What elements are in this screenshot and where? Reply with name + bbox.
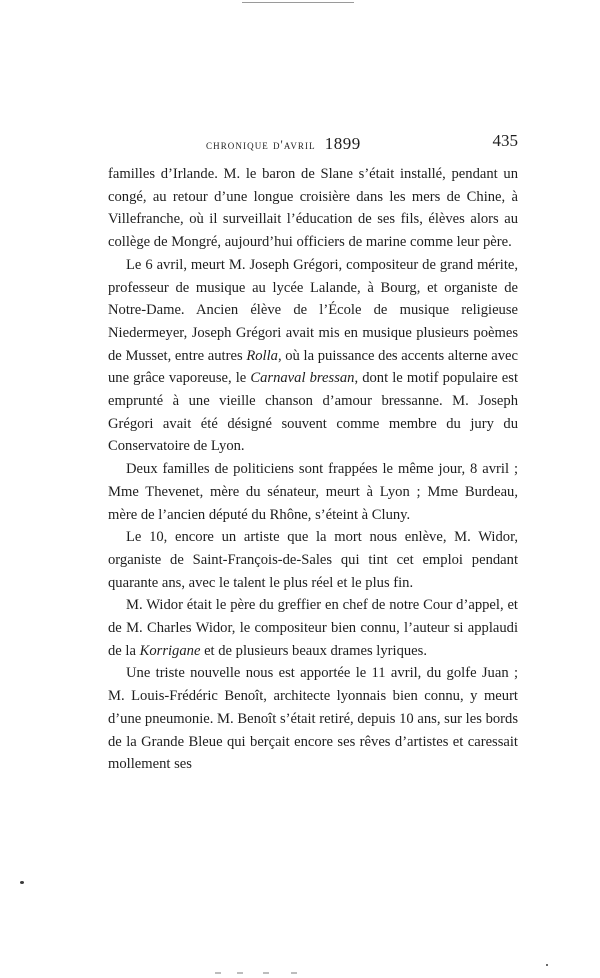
scan-mark (237, 972, 243, 974)
page-number: 435 (492, 131, 518, 150)
bottom-marks (215, 972, 305, 975)
scan-speck (546, 964, 548, 966)
running-head (108, 131, 518, 155)
paragraph-text: , où la puissance des accents alterne avec une grâce vaporeuse, le (108, 347, 518, 387)
running-head-title (206, 134, 361, 154)
running-head-year: 1899 (324, 134, 361, 153)
body-text (108, 163, 518, 776)
paragraph-text: Le 10, encore un artiste que la mort nous enlève, M. Widor, organiste de Saint-François-de-Sales qui tint cet emploi pendant quarante ans, avec le talent le plus réel et le plus fin. (108, 529, 518, 591)
top-rule (242, 2, 354, 3)
paragraph-text: , dont le motif populaire est emprunté à une vieille chanson d’amour bressanne. M. Joseph Grégori avait été désigné souvent comme membre du jury du Conservatoire de Lyon. (108, 370, 518, 455)
paragraph (108, 254, 518, 458)
paragraph (108, 594, 518, 662)
italic-title: Carnaval bressan (250, 370, 355, 387)
paragraph-text: Une triste nouvelle nous est apportée le 11 avril, du golfe Juan ; M. Louis-Frédéric Benoît, architecte lyonnais bien connu, y meurt d’une pneumonie. M. Benoît s’était retiré, depuis 10 ans, sur les bords de la Grande Bleue qui berçait encore ses rêves d’artistes et caressait mollement ses (108, 665, 518, 773)
paragraph (108, 163, 518, 254)
running-head-word-avril: d'avril (272, 138, 316, 152)
running-head-word-chronique: chronique (206, 138, 269, 152)
paragraph-text: M. Widor était le père du greffier en chef de notre Cour d’appel, et de M. Charles Widor, le compositeur bien connu, l’auteur si applaudi de la (108, 597, 518, 659)
scan-mark (215, 972, 221, 974)
italic-title: Korrigane (139, 642, 201, 659)
paragraph (108, 458, 518, 526)
italic-title: Rolla (246, 347, 278, 364)
paragraph (108, 526, 518, 594)
paragraph-text: Deux familles de politiciens sont frappées le même jour, 8 avril ; Mme Thevenet, mère du sénateur, meurt à Lyon ; Mme Burdeau, mère de l’ancien député du Rhône, s’éteint à Cluny. (108, 461, 518, 523)
paragraph-text: familles d’Irlande. M. le baron de Slane s’était installé, pendant un congé, au retour d’une longue croisière dans les mers de Chine, à Villefranche, où il surveillait l’éducation de ses fils, élèves alors au collège de Mongré, aujourd’hui officiers de marine comme leur père. (108, 166, 518, 251)
scan-mark (263, 972, 269, 974)
scan-mark (291, 972, 297, 974)
scan-speck (20, 881, 24, 884)
paragraph-text: et de plusieurs beaux drames lyriques. (200, 642, 427, 659)
paragraph-text: Le 6 avril, meurt M. Joseph Grégori, compositeur de grand mérite, professeur de musique au lycée Lalande, à Bourg, et organiste de Notre-Dame. Ancien élève de l’École de musique religieuse Niedermeyer, Joseph Grégori avait mis en musique plusieurs poèmes de Musset, entre autres (108, 256, 518, 364)
paragraph (108, 662, 518, 776)
